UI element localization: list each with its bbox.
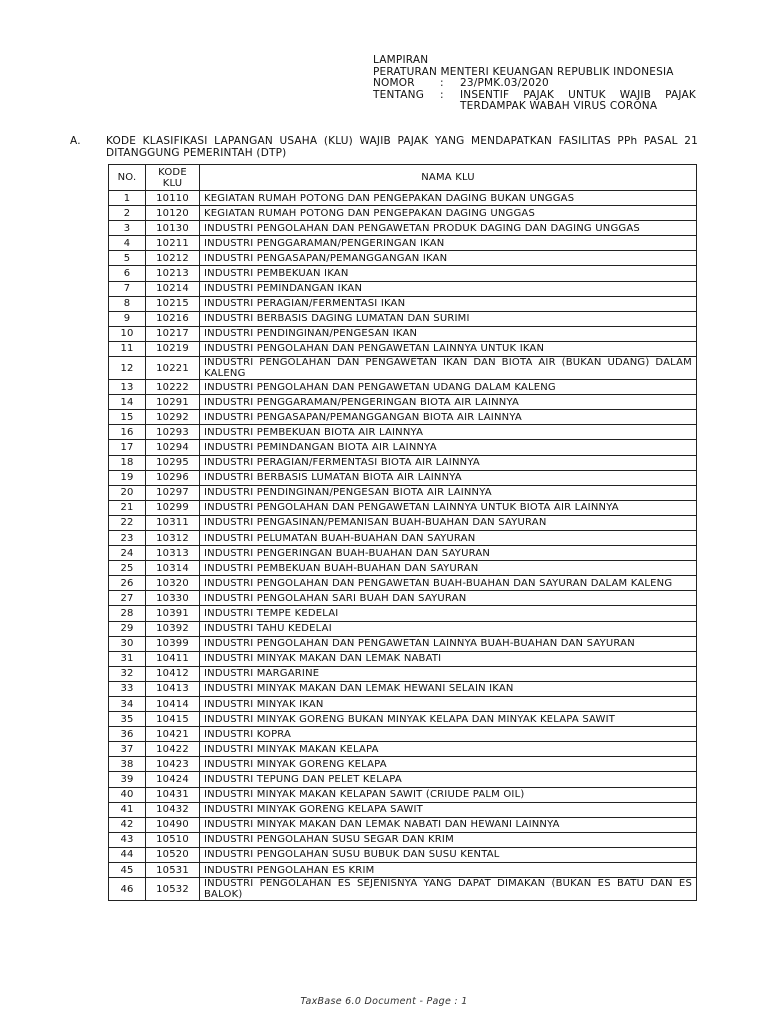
row-nama-klu: INDUSTRI MARGARINE xyxy=(200,666,697,681)
table-row xyxy=(109,326,697,341)
row-nama-klu: INDUSTRI PENGERINGAN BUAH-BUAHAN DAN SAYURAN xyxy=(200,546,697,561)
row-kode-klu: 10413 xyxy=(146,681,200,696)
table-row xyxy=(109,440,697,455)
row-nama-klu: INDUSTRI MINYAK MAKAN DAN LEMAK NABATI xyxy=(200,651,697,666)
table-row xyxy=(109,651,697,666)
row-nama-klu: INDUSTRI PENGOLAHAN DAN PENGAWETAN LAINNYA BUAH-BUAHAN DAN SAYURAN xyxy=(200,636,697,651)
row-nama-klu: INDUSTRI PENGOLAHAN DAN PENGAWETAN IKAN DAN BIOTA AIR (BUKAN UDANG) DALAM KALENG xyxy=(200,357,697,380)
table-row xyxy=(109,410,697,425)
row-no: 22 xyxy=(109,515,146,530)
tentang-line-2: TERDAMPAK WABAH VIRUS CORONA xyxy=(460,100,658,112)
row-no: 24 xyxy=(109,546,146,561)
tentang-line-1: INSENTIF PAJAK UNTUK WAJIB PAJAK xyxy=(460,88,696,101)
row-nama-klu: INDUSTRI PENDINGINAN/PENGESAN IKAN xyxy=(200,326,697,341)
table-row xyxy=(109,515,697,530)
row-no: 8 xyxy=(109,296,146,311)
row-kode-klu: 10214 xyxy=(146,281,200,296)
row-nama-klu: INDUSTRI PENGOLAHAN DAN PENGAWETAN PRODUK DAGING DAN DAGING UNGGAS xyxy=(200,221,697,236)
row-no: 3 xyxy=(109,221,146,236)
row-kode-klu: 10399 xyxy=(146,636,200,651)
row-no: 12 xyxy=(109,357,146,380)
table-row xyxy=(109,341,697,356)
table-row xyxy=(109,606,697,621)
row-nama-klu: INDUSTRI PELUMATAN BUAH-BUAHAN DAN SAYURAN xyxy=(200,530,697,545)
row-kode-klu: 10490 xyxy=(146,817,200,832)
table-row xyxy=(109,206,697,221)
row-kode-klu: 10423 xyxy=(146,757,200,772)
row-nama-klu: INDUSTRI MINYAK MAKAN DAN LEMAK NABATI DAN HEWANI LAINNYA xyxy=(200,817,697,832)
row-kode-klu: 10215 xyxy=(146,296,200,311)
row-kode-klu: 10291 xyxy=(146,395,200,410)
row-no: 15 xyxy=(109,410,146,425)
row-no: 1 xyxy=(109,191,146,206)
row-nama-klu: KEGIATAN RUMAH POTONG DAN PENGEPAKAN DAGING BUKAN UNGGAS xyxy=(200,191,697,206)
row-no: 10 xyxy=(109,326,146,341)
row-kode-klu: 10216 xyxy=(146,311,200,326)
row-kode-klu: 10531 xyxy=(146,863,200,878)
row-no: 26 xyxy=(109,576,146,591)
row-kode-klu: 10320 xyxy=(146,576,200,591)
row-nama-klu: INDUSTRI PEMBEKUAN BUAH-BUAHAN DAN SAYURAN xyxy=(200,561,697,576)
row-kode-klu: 10311 xyxy=(146,515,200,530)
row-no: 33 xyxy=(109,681,146,696)
row-kode-klu: 10294 xyxy=(146,440,200,455)
row-kode-klu: 10219 xyxy=(146,341,200,356)
header-nama-klu: NAMA KLU xyxy=(200,165,697,191)
table-row xyxy=(109,681,697,696)
row-no: 20 xyxy=(109,485,146,500)
row-nama-klu: INDUSTRI TAHU KEDELAI xyxy=(200,621,697,636)
table-row xyxy=(109,636,697,651)
table-row xyxy=(109,576,697,591)
row-kode-klu: 10424 xyxy=(146,772,200,787)
row-no: 9 xyxy=(109,311,146,326)
row-nama-klu: INDUSTRI PENGOLAHAN DAN PENGAWETAN UDANG DALAM KALENG xyxy=(200,380,697,395)
table-row xyxy=(109,380,697,395)
row-nama-klu: INDUSTRI PERAGIAN/FERMENTASI IKAN xyxy=(200,296,697,311)
row-nama-klu: INDUSTRI PENGOLAHAN DAN PENGAWETAN LAINNYA UNTUK BIOTA AIR LAINNYA xyxy=(200,500,697,515)
table-row xyxy=(109,281,697,296)
section-a-heading xyxy=(70,136,698,160)
row-nama-klu: INDUSTRI TEPUNG DAN PELET KELAPA xyxy=(200,772,697,787)
table-row xyxy=(109,425,697,440)
row-no: 32 xyxy=(109,666,146,681)
row-kode-klu: 10299 xyxy=(146,500,200,515)
row-nama-klu: INDUSTRI PENDINGINAN/PENGESAN BIOTA AIR LAINNYA xyxy=(200,485,697,500)
regulation-title: PERATURAN MENTERI KEUANGAN REPUBLIK INDONESIA xyxy=(373,65,674,78)
row-nama-klu: INDUSTRI MINYAK GORENG BUKAN MINYAK KELAPA DAN MINYAK KELAPA SAWIT xyxy=(200,712,697,727)
table-row xyxy=(109,311,697,326)
row-kode-klu: 10211 xyxy=(146,236,200,251)
row-no: 40 xyxy=(109,787,146,802)
row-kode-klu: 10415 xyxy=(146,712,200,727)
row-kode-klu: 10510 xyxy=(146,832,200,847)
row-no: 43 xyxy=(109,832,146,847)
row-nama-klu: INDUSTRI TEMPE KEDELAI xyxy=(200,606,697,621)
row-kode-klu: 10296 xyxy=(146,470,200,485)
row-no: 39 xyxy=(109,772,146,787)
row-nama-klu: INDUSTRI PENGOLAHAN SARI BUAH DAN SAYURAN xyxy=(200,591,697,606)
row-kode-klu: 10431 xyxy=(146,787,200,802)
row-kode-klu: 10520 xyxy=(146,847,200,862)
row-no: 31 xyxy=(109,651,146,666)
row-kode-klu: 10411 xyxy=(146,651,200,666)
table-row xyxy=(109,470,697,485)
row-no: 37 xyxy=(109,742,146,757)
table-row xyxy=(109,802,697,817)
header-kode-klu xyxy=(146,165,200,191)
table-row xyxy=(109,727,697,742)
section-title xyxy=(106,136,698,160)
tentang-value xyxy=(460,90,696,113)
table-header-row xyxy=(109,165,697,191)
row-no: 34 xyxy=(109,697,146,712)
row-nama-klu: INDUSTRI PEMINDANGAN IKAN xyxy=(200,281,697,296)
table-row xyxy=(109,878,697,901)
row-kode-klu: 10130 xyxy=(146,221,200,236)
row-nama-klu: INDUSTRI MINYAK GORENG KELAPA xyxy=(200,757,697,772)
row-kode-klu: 10292 xyxy=(146,410,200,425)
row-kode-klu: 10313 xyxy=(146,546,200,561)
row-no: 44 xyxy=(109,847,146,862)
row-no: 28 xyxy=(109,606,146,621)
table-row xyxy=(109,863,697,878)
row-nama-klu: INDUSTRI PENGASAPAN/PEMANGGANGAN BIOTA AIR LAINNYA xyxy=(200,410,697,425)
row-no: 38 xyxy=(109,757,146,772)
row-kode-klu: 10120 xyxy=(146,206,200,221)
table-row xyxy=(109,817,697,832)
row-no: 13 xyxy=(109,380,146,395)
row-kode-klu: 10293 xyxy=(146,425,200,440)
table-row xyxy=(109,485,697,500)
row-kode-klu: 10421 xyxy=(146,727,200,742)
row-no: 30 xyxy=(109,636,146,651)
table-row xyxy=(109,712,697,727)
row-no: 11 xyxy=(109,341,146,356)
row-kode-klu: 10422 xyxy=(146,742,200,757)
table-row xyxy=(109,500,697,515)
row-no: 29 xyxy=(109,621,146,636)
row-nama-klu: INDUSTRI MINYAK IKAN xyxy=(200,697,697,712)
row-kode-klu: 10391 xyxy=(146,606,200,621)
table-row xyxy=(109,591,697,606)
table-row xyxy=(109,832,697,847)
row-no: 36 xyxy=(109,727,146,742)
row-nama-klu: INDUSTRI PEMINDANGAN BIOTA AIR LAINNYA xyxy=(200,440,697,455)
row-kode-klu: 10314 xyxy=(146,561,200,576)
row-nama-klu: INDUSTRI PERAGIAN/FERMENTASI BIOTA AIR LAINNYA xyxy=(200,455,697,470)
row-nama-klu: INDUSTRI PEMBEKUAN BIOTA AIR LAINNYA xyxy=(200,425,697,440)
row-nama-klu: INDUSTRI PENGOLAHAN ES SEJENISNYA YANG DAPAT DIMAKAN (BUKAN ES BATU DAN ES BALOK) xyxy=(200,878,697,901)
row-no: 14 xyxy=(109,395,146,410)
table-row xyxy=(109,666,697,681)
row-kode-klu: 10297 xyxy=(146,485,200,500)
row-nama-klu: INDUSTRI PEMBEKUAN IKAN xyxy=(200,266,697,281)
row-no: 35 xyxy=(109,712,146,727)
table-row xyxy=(109,787,697,802)
row-kode-klu: 10532 xyxy=(146,878,200,901)
row-no: 17 xyxy=(109,440,146,455)
table-row xyxy=(109,530,697,545)
header-no: NO. xyxy=(109,165,146,191)
table-row xyxy=(109,236,697,251)
table-row xyxy=(109,757,697,772)
row-nama-klu: INDUSTRI PENGOLAHAN DAN PENGAWETAN LAINNYA UNTUK IKAN xyxy=(200,341,697,356)
row-kode-klu: 10295 xyxy=(146,455,200,470)
row-kode-klu: 10110 xyxy=(146,191,200,206)
header-kode-line-1: KODE xyxy=(158,166,187,178)
row-nama-klu: INDUSTRI PENGOLAHAN SUSU BUBUK DAN SUSU KENTAL xyxy=(200,847,697,862)
row-no: 46 xyxy=(109,878,146,901)
klu-table xyxy=(108,164,697,901)
row-no: 16 xyxy=(109,425,146,440)
row-no: 19 xyxy=(109,470,146,485)
section-title-line-2: DITANGGUNG PEMERINTAH (DTP) xyxy=(106,146,287,159)
row-no: 23 xyxy=(109,530,146,545)
row-kode-klu: 10212 xyxy=(146,251,200,266)
tentang-label: TENTANG xyxy=(373,88,425,101)
row-nama-klu: INDUSTRI MINYAK MAKAN KELAPAN SAWIT (CRIUDE PALM OIL) xyxy=(200,787,697,802)
row-kode-klu: 10217 xyxy=(146,326,200,341)
row-kode-klu: 10392 xyxy=(146,621,200,636)
row-no: 2 xyxy=(109,206,146,221)
row-nama-klu: INDUSTRI BERBASIS DAGING LUMATAN DAN SURIMI xyxy=(200,311,697,326)
table-row xyxy=(109,742,697,757)
row-no: 25 xyxy=(109,561,146,576)
row-kode-klu: 10213 xyxy=(146,266,200,281)
row-kode-klu: 10414 xyxy=(146,697,200,712)
row-nama-klu: INDUSTRI PENGGARAMAN/PENGERINGAN BIOTA AIR LAINNYA xyxy=(200,395,697,410)
table-row xyxy=(109,772,697,787)
row-nama-klu: INDUSTRI MINYAK MAKAN KELAPA xyxy=(200,742,697,757)
table-row xyxy=(109,191,697,206)
row-nama-klu: INDUSTRI PENGGARAMAN/PENGERINGAN IKAN xyxy=(200,236,697,251)
table-body xyxy=(109,191,697,901)
table-row xyxy=(109,455,697,470)
document-header xyxy=(373,55,696,113)
row-nama-klu: INDUSTRI PENGASAPAN/PEMANGGANGAN IKAN xyxy=(200,251,697,266)
table-row xyxy=(109,251,697,266)
row-nama-klu: INDUSTRI MINYAK GORENG KELAPA SAWIT xyxy=(200,802,697,817)
table-row xyxy=(109,847,697,862)
row-no: 4 xyxy=(109,236,146,251)
table-row xyxy=(109,296,697,311)
row-nama-klu: INDUSTRI PENGOLAHAN DAN PENGAWETAN BUAH-BUAHAN DAN SAYURAN DALAM KALENG xyxy=(200,576,697,591)
row-kode-klu: 10312 xyxy=(146,530,200,545)
row-no: 45 xyxy=(109,863,146,878)
nomor-value: 23/PMK.03/2020 xyxy=(460,77,549,89)
row-nama-klu: INDUSTRI KOPRA xyxy=(200,727,697,742)
row-kode-klu: 10412 xyxy=(146,666,200,681)
row-nama-klu: INDUSTRI PENGOLAHAN SUSU SEGAR DAN KRIM xyxy=(200,832,697,847)
nomor-colon: : xyxy=(440,77,444,89)
row-kode-klu: 10221 xyxy=(146,357,200,380)
section-title-line-1: KODE KLASIFIKASI LAPANGAN USAHA (KLU) WAJIB PAJAK YANG MENDAPATKAN FASILITAS PPh PASAL 21 xyxy=(106,135,698,147)
nomor-row xyxy=(373,78,696,90)
row-nama-klu: KEGIATAN RUMAH POTONG DAN PENGEPAKAN DAGING UNGGAS xyxy=(200,206,697,221)
section-letter: A. xyxy=(70,135,81,147)
row-nama-klu: INDUSTRI PENGOLAHAN ES KRIM xyxy=(200,863,697,878)
row-kode-klu: 10330 xyxy=(146,591,200,606)
row-nama-klu: INDUSTRI BERBASIS LUMATAN BIOTA AIR LAINNYA xyxy=(200,470,697,485)
row-no: 21 xyxy=(109,500,146,515)
table-row xyxy=(109,621,697,636)
tentang-colon: : xyxy=(440,88,444,101)
row-kode-klu: 10222 xyxy=(146,380,200,395)
row-no: 5 xyxy=(109,251,146,266)
row-kode-klu: 10432 xyxy=(146,802,200,817)
table-row xyxy=(109,395,697,410)
table-row xyxy=(109,221,697,236)
table-row xyxy=(109,266,697,281)
row-no: 27 xyxy=(109,591,146,606)
nomor-label: NOMOR xyxy=(373,77,415,89)
header-kode-line-2: KLU xyxy=(162,177,183,189)
row-no: 18 xyxy=(109,455,146,470)
tentang-row xyxy=(373,90,696,113)
row-nama-klu: INDUSTRI MINYAK MAKAN DAN LEMAK HEWANI SELAIN IKAN xyxy=(200,681,697,696)
table-row xyxy=(109,697,697,712)
table-row xyxy=(109,357,697,380)
row-no: 42 xyxy=(109,817,146,832)
row-no: 41 xyxy=(109,802,146,817)
table-row xyxy=(109,546,697,561)
row-nama-klu: INDUSTRI PENGASINAN/PEMANISAN BUAH-BUAHAN DAN SAYURAN xyxy=(200,515,697,530)
row-no: 6 xyxy=(109,266,146,281)
page-footer: TaxBase 6.0 Document - Page : 1 xyxy=(300,996,468,1007)
table-row xyxy=(109,561,697,576)
lampiran-label: LAMPIRAN xyxy=(373,54,429,66)
row-no: 7 xyxy=(109,281,146,296)
